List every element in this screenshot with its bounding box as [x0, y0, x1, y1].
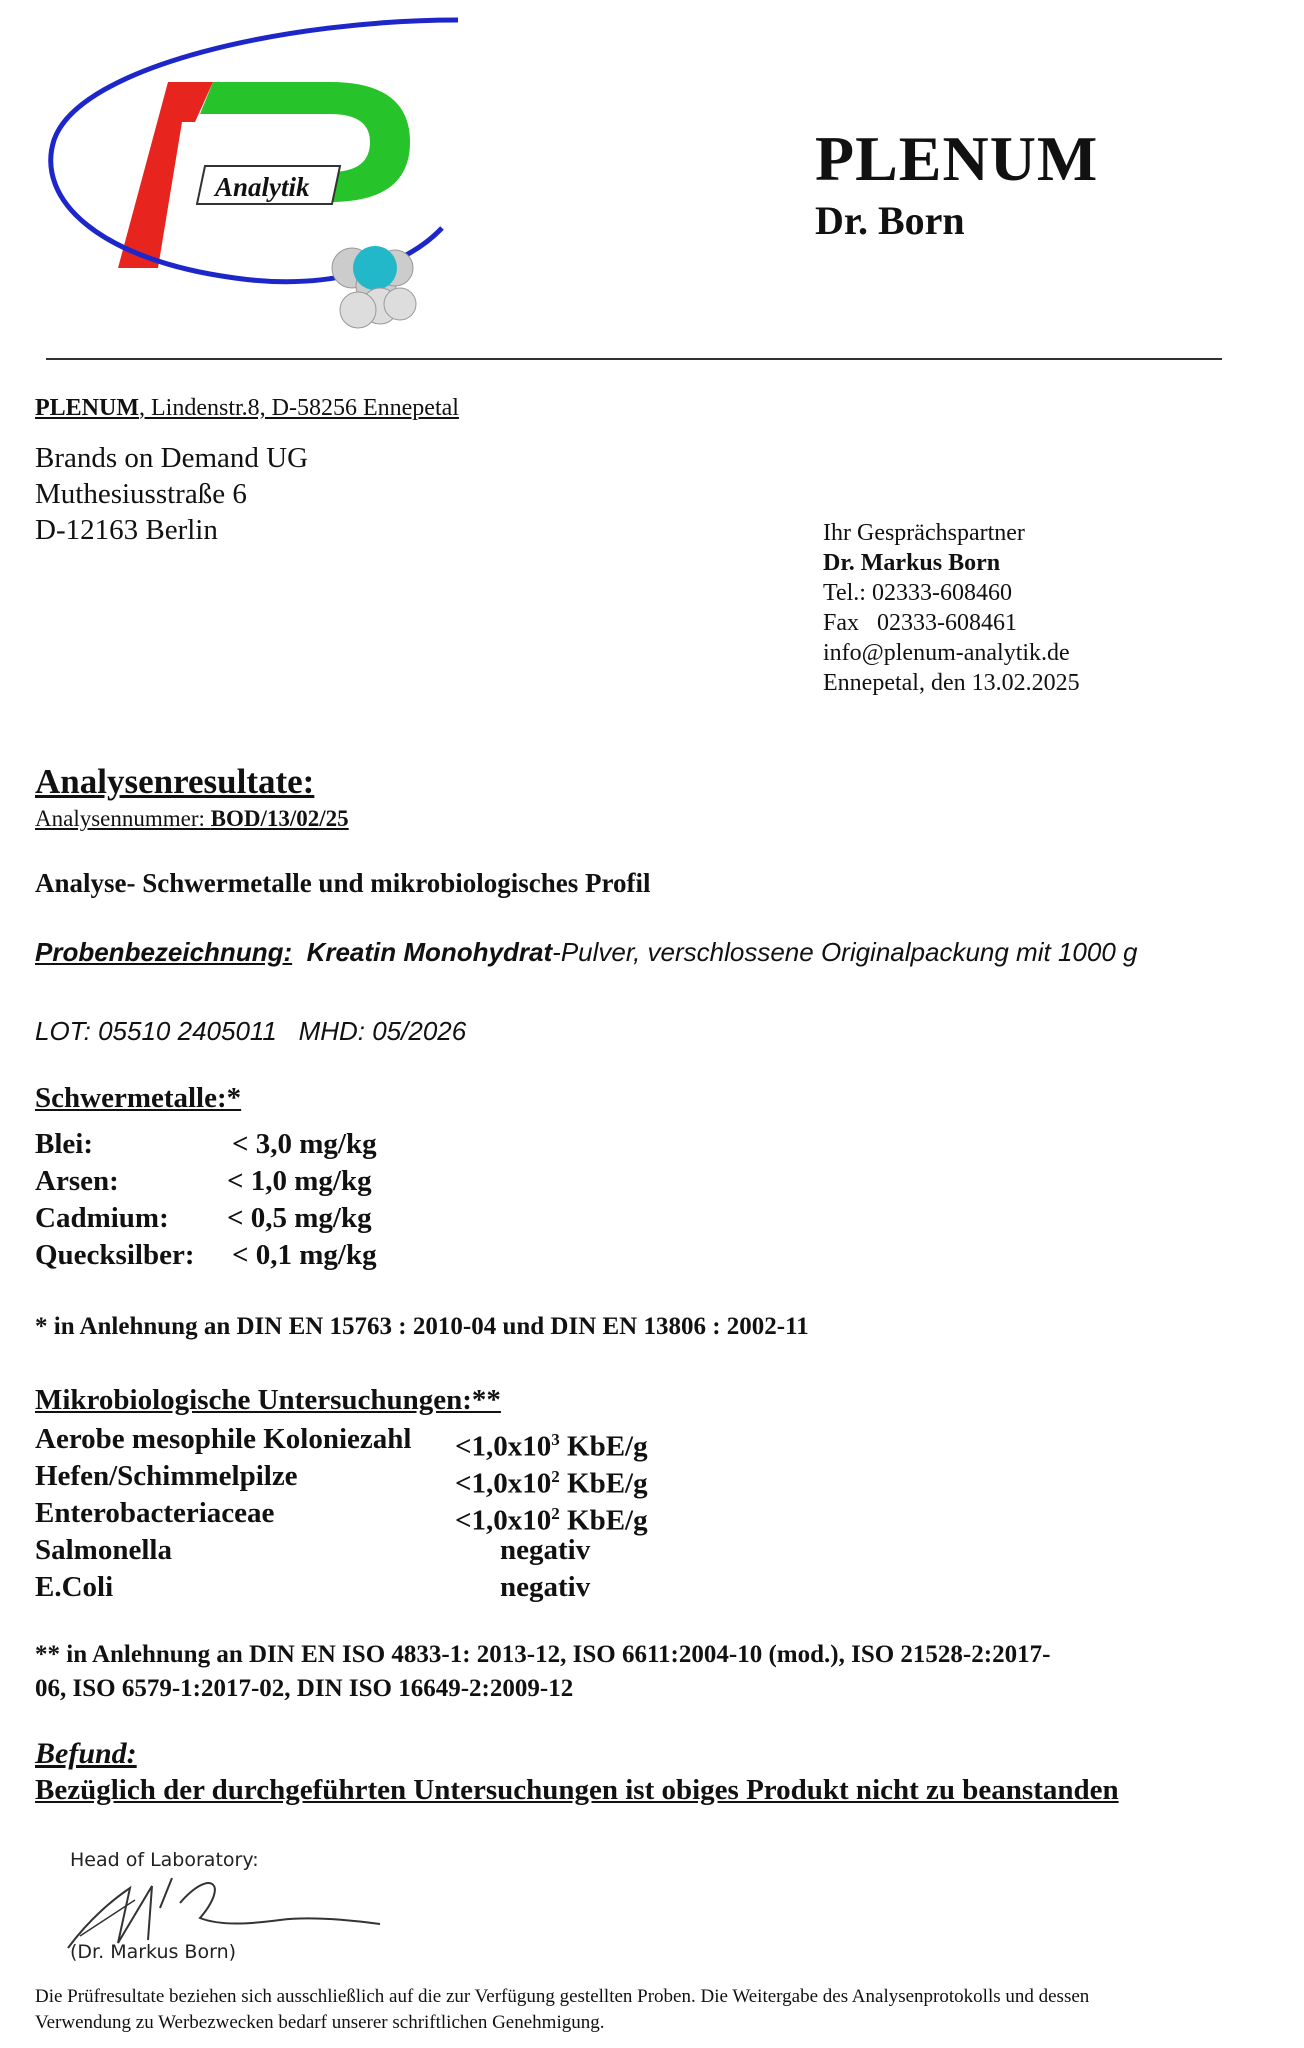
- recipient-line-3: D-12163 Berlin: [35, 514, 218, 546]
- sender-name: PLENUM: [35, 395, 139, 421]
- sender-line: [35, 395, 459, 422]
- analysis-title: Analyse- Schwermetalle und mikrobiologisches Profil: [35, 868, 651, 898]
- micro-note-line-2: 06, ISO 6579-1:2017-02, DIN ISO 16649-2:2009-12: [35, 1675, 574, 1702]
- sender-address: , Lindenstr.8, D-58256 Ennepetal: [139, 395, 459, 421]
- metal-name: Blei:: [35, 1128, 93, 1160]
- heavy-metals-heading: Schwermetalle:*: [35, 1082, 242, 1114]
- micro-value: negativ: [500, 1534, 591, 1566]
- micro-row: [35, 1569, 735, 1606]
- recipient-address: [35, 440, 308, 548]
- heavy-metal-row: [35, 1163, 455, 1200]
- brand-subtitle: Dr. Born: [815, 198, 965, 243]
- sample-product: Kreatin Monohydrat: [306, 937, 553, 967]
- micro-name: Enterobacteriaceae: [35, 1497, 275, 1529]
- micro-note: [35, 1638, 1050, 1706]
- metal-value: < 3,0 mg/kg: [232, 1128, 377, 1160]
- sample-description: -Pulver, verschlossene Originalpackung mit 1000 g: [552, 937, 1138, 967]
- metal-value: < 0,1 mg/kg: [232, 1239, 377, 1271]
- contact-fax: Fax 02333-608461: [823, 610, 1017, 636]
- heavy-metal-row: [35, 1237, 455, 1274]
- micro-value: negativ: [500, 1571, 591, 1603]
- lot-line: LOT: 05510 2405011 MHD: 05/2026: [35, 1016, 467, 1046]
- signature-name: (Dr. Markus Born): [70, 1941, 237, 1963]
- header-divider: [46, 358, 1222, 360]
- analysis-number-value: BOD/13/02/25: [210, 806, 349, 831]
- metal-value: < 1,0 mg/kg: [227, 1165, 372, 1197]
- footer-line-1: Die Prüfresultate beziehen sich ausschließlich auf die zur Verfügung gestellten Proben. Die Weitergabe des Analysenprotokolls und dessen: [35, 1986, 1090, 2007]
- footer-disclaimer: [35, 1984, 1230, 2036]
- micro-value: $<1,0x10^2$ KbE/g: [455, 1504, 648, 1537]
- metal-name: Arsen:: [35, 1165, 119, 1197]
- micro-name: Aerobe mesophile Koloniezahl: [35, 1423, 412, 1455]
- metal-value: < 0,5 mg/kg: [227, 1202, 372, 1234]
- heavy-metals-note: * in Anlehnung an DIN EN 15763 : 2010-04 und DIN EN 13806 : 2002-11: [35, 1313, 809, 1340]
- finding-heading: Befund:: [35, 1737, 137, 1770]
- heavy-metal-row: [35, 1200, 455, 1237]
- micro-heading: Mikrobiologische Untersuchungen:**: [35, 1384, 501, 1416]
- logo-label-text: Analytik: [215, 172, 310, 202]
- signature-heading: Head of Laboratory:: [70, 1849, 259, 1871]
- heavy-metal-row: [35, 1126, 455, 1163]
- micro-value: $<1,0x10^2$ KbE/g: [455, 1467, 648, 1500]
- micro-table: [35, 1421, 735, 1606]
- micro-row: [35, 1458, 735, 1500]
- results-heading: Analysenresultate:: [35, 762, 315, 801]
- sample-label: Probenbezeichnung:: [35, 937, 293, 967]
- plenum-analytik-logo: [40, 10, 480, 340]
- contact-date: Ennepetal, den 13.02.2025: [823, 670, 1080, 696]
- metal-name: Quecksilber:: [35, 1239, 195, 1271]
- analysis-number-label: Analysennummer:: [35, 806, 211, 831]
- micro-name: Hefen/Schimmelpilze: [35, 1460, 298, 1492]
- micro-name: E.Coli: [35, 1571, 114, 1603]
- metal-name: Cadmium:: [35, 1202, 169, 1234]
- micro-value: $<1,0x10^3$ KbE/g: [455, 1430, 648, 1463]
- footer-line-2: Verwendung zu Werbezwecken bedarf unserer schriftlichen Genehmigung.: [35, 2012, 605, 2033]
- analysis-number: [35, 806, 349, 832]
- molecule-icon: [332, 246, 416, 328]
- heavy-metals-table: [35, 1126, 455, 1274]
- contact-name: Dr. Markus Born: [823, 550, 1001, 576]
- micro-row: [35, 1421, 735, 1463]
- finding-text: Bezüglich der durchgeführten Untersuchungen ist obiges Produkt nicht zu beanstanden: [35, 1774, 1119, 1806]
- contact-block: [823, 518, 1080, 698]
- micro-row: [35, 1495, 735, 1537]
- micro-note-line-1: ** in Anlehnung an DIN EN ISO 4833-1: 2013-12, ISO 6611:2004-10 (mod.), ISO 21528-2:2017-: [35, 1641, 1051, 1668]
- contact-tel: Tel.: 02333-608460: [823, 580, 1012, 606]
- micro-row: [35, 1532, 735, 1569]
- recipient-line-1: Brands on Demand UG: [35, 442, 309, 474]
- sample-designation: [35, 937, 1137, 968]
- brand-title: PLENUM: [815, 123, 1099, 194]
- recipient-line-2: Muthesiusstraße 6: [35, 478, 247, 510]
- micro-name: Salmonella: [35, 1534, 172, 1566]
- contact-label: Ihr Gesprächspartner: [823, 520, 1025, 546]
- logo-red-stroke: [118, 82, 213, 268]
- contact-email: info@plenum-analytik.de: [823, 640, 1070, 666]
